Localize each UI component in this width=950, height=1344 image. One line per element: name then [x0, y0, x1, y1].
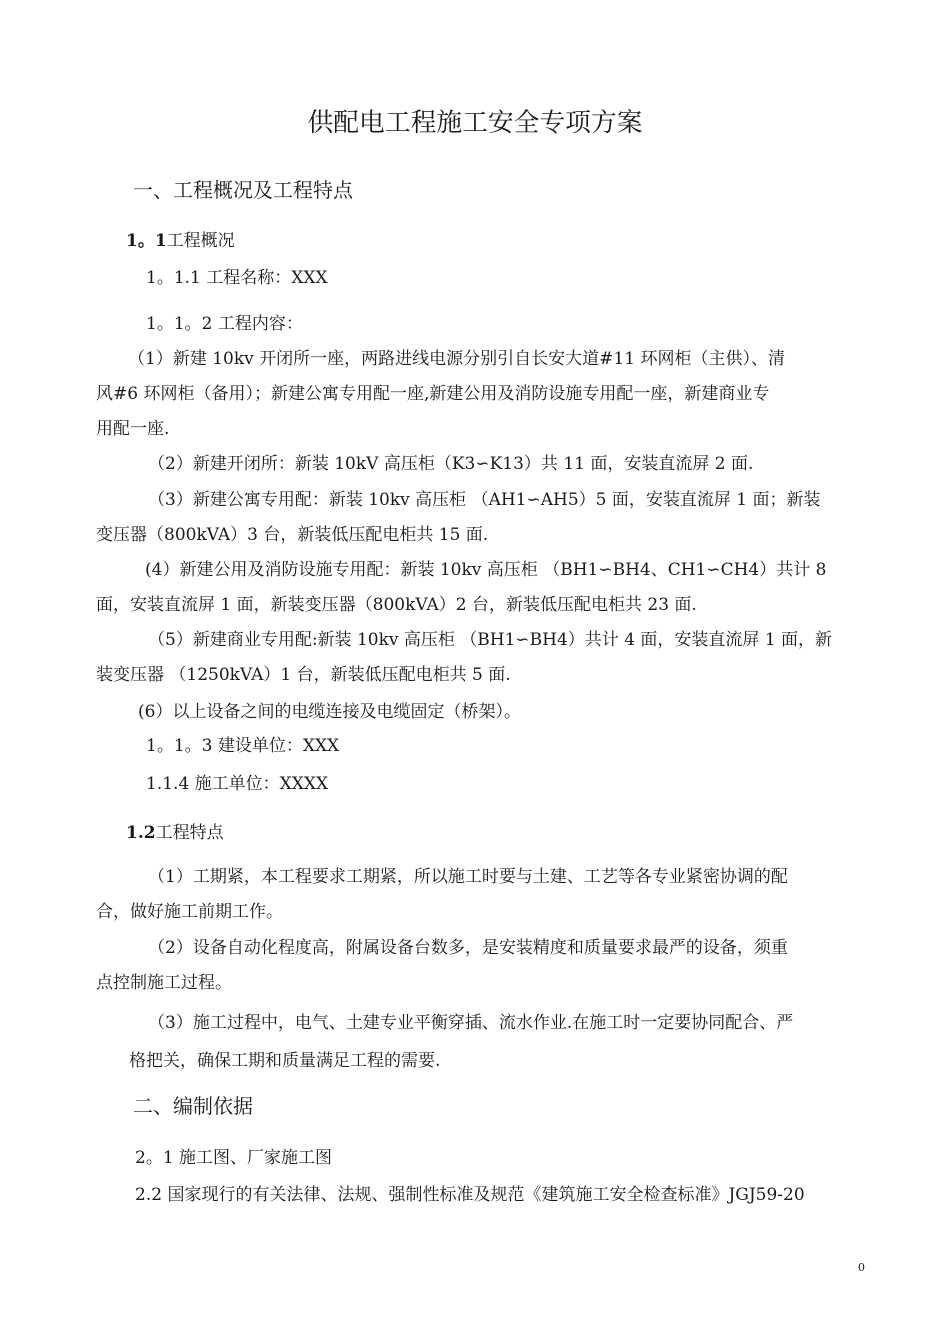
feature-3-line-2: 格把关，确保工期和质量满足工程的需要. — [129, 1051, 441, 1071]
subsection-1-1-title: 工程概况 — [166, 231, 235, 251]
section-2-heading: 二、编制依据 — [133, 1094, 253, 1118]
feature-1-line-1: （1）工期紧，本工程要求工期紧，所以施工时要与土建、工艺等各专业紧密协调的配 — [148, 867, 788, 887]
section-1-heading: 一、工程概况及工程特点 — [133, 178, 353, 202]
project-name: 1。1.1 工程名称：XXX — [146, 268, 328, 288]
content-item-1-line-2: 风#6 环网柜（备用）；新建公寓专用配一座,新建公用及消防设施专用配一座，新建商业专 — [96, 384, 770, 404]
feature-1-line-2: 合，做好施工前期工作。 — [96, 902, 283, 922]
feature-2-line-1: （2）设备自动化程度高，附属设备台数多，是安装精度和质量要求最严的设备，须重 — [148, 938, 788, 958]
content-item-4-line-1: (4）新建公用及消防设施专用配：新装 10kv 高压柜 （BH1∽BH4、CH1∽CH4）共计 8 — [145, 560, 827, 580]
content-item-5-line-2: 装变压器 （1250kVA）1 台，新装低压配电柜共 5 面. — [96, 665, 511, 685]
feature-2-line-2: 点控制施工过程。 — [96, 973, 232, 993]
content-item-5-line-1: （5）新建商业专用配:新装 10kv 高压柜 （BH1∽BH4）共计 4 面，安装直流屏 1 面，新 — [148, 630, 833, 650]
content-item-1-line-3: 用配一座. — [96, 419, 170, 439]
project-content-label: 1。1。2 工程内容： — [146, 314, 303, 334]
subsection-1-2-heading — [126, 822, 224, 844]
basis-item-2-1: 2。1 施工图、厂家施工图 — [135, 1148, 333, 1168]
feature-3-line-1: （3）施工过程中，电气、土建专业平衡穿插、流水作业.在施工时一定要协同配合、严 — [148, 1013, 794, 1033]
content-item-6: (6）以上设备之间的电缆连接及电缆固定（桥架）。 — [138, 702, 521, 722]
subsection-1-1-heading — [126, 230, 235, 252]
content-item-3-line-2: 变压器（800kVA）3 台，新装低压配电柜共 15 面. — [96, 525, 489, 545]
content-item-3-line-1: （3）新建公寓专用配：新装 10kv 高压柜 （AH1∽AH5）5 面，安装直流屏 1 面；新装 — [148, 490, 821, 510]
subsection-1-2-title: 工程特点 — [155, 823, 224, 843]
page-number: 0 — [858, 1261, 865, 1274]
construction-owner: 1。1。3 建设单位：XXX — [146, 736, 340, 756]
basis-item-2-2: 2.2 国家现行的有关法律、法规、强制性标准及规范《建筑施工安全检查标准》JGJ59-20 — [135, 1185, 805, 1205]
document-title: 供配电工程施工安全专项方案 — [307, 108, 643, 138]
content-item-4-line-2: 面，安装直流屏 1 面，新装变压器（800kVA）2 台，新装低压配电柜共 23 面. — [96, 595, 697, 615]
subsection-1-1-number: 1。1 — [126, 231, 167, 251]
content-item-1-line-1: （1）新建 10kv 开闭所一座，两路进线电源分别引自长安大道#11 环网柜（主供）、清 — [128, 349, 785, 369]
content-item-2: （2）新建开闭所：新装 10kV 高压柜（K3∽K13）共 11 面，安装直流屏 2 面. — [148, 454, 754, 474]
subsection-1-2-number: 1.2 — [126, 823, 156, 843]
construction-contractor: 1.1.4 施工单位：XXXX — [146, 774, 329, 794]
